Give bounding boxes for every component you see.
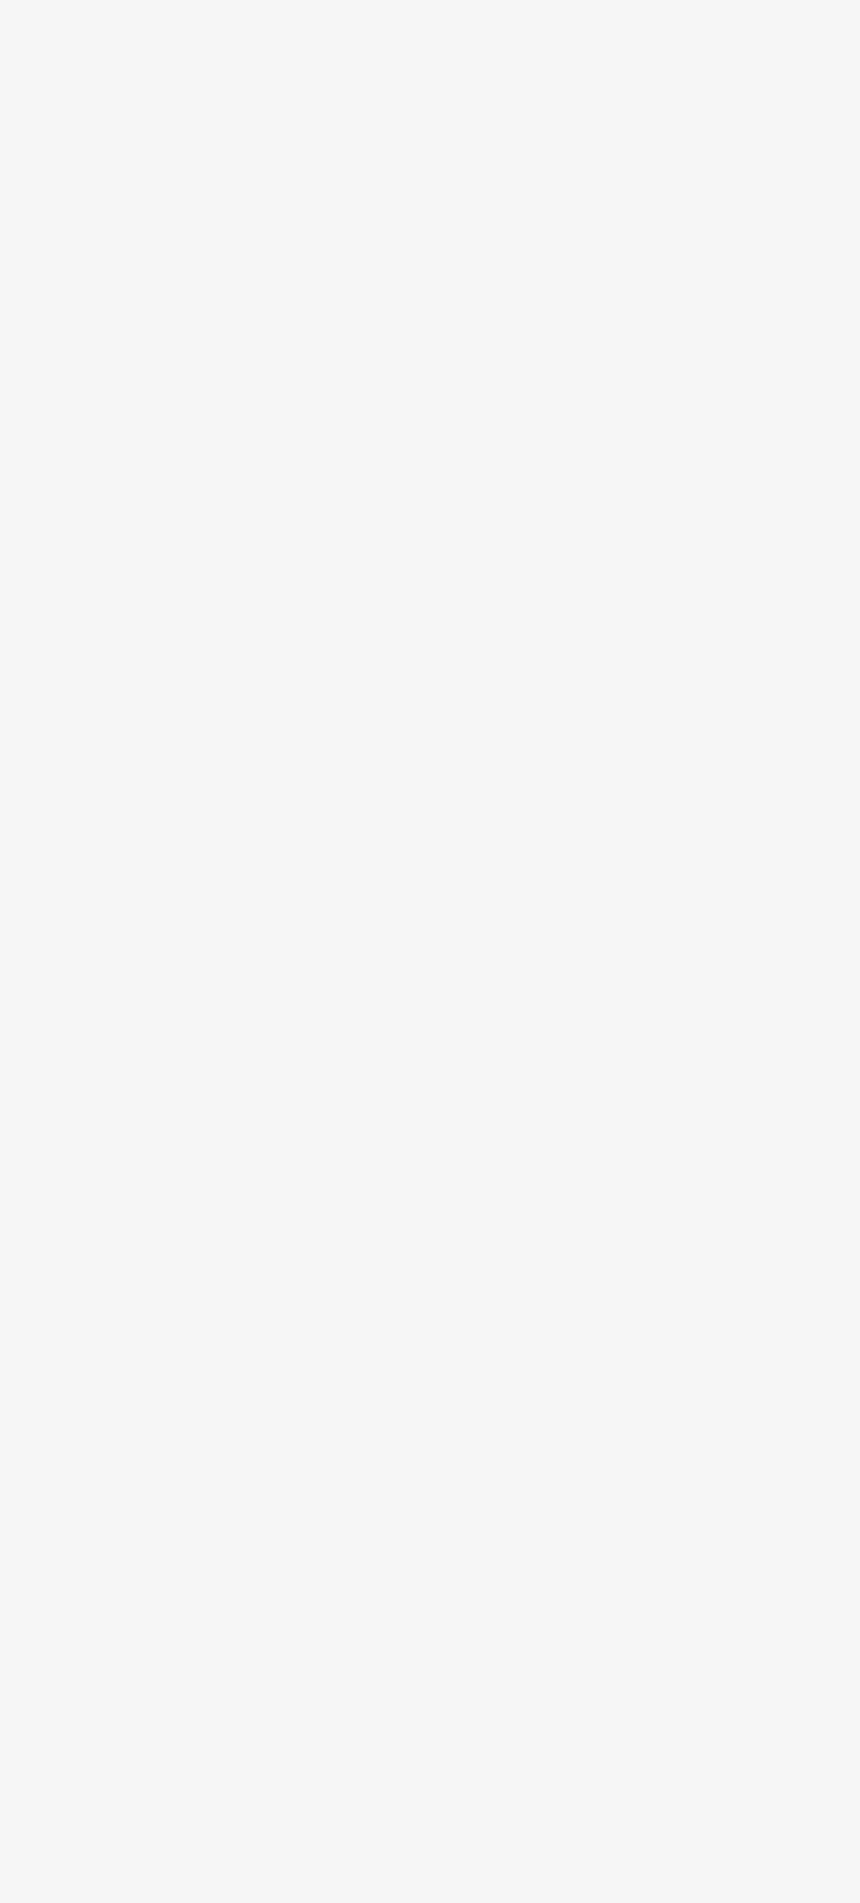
rotated-table	[56, 12, 816, 1732]
